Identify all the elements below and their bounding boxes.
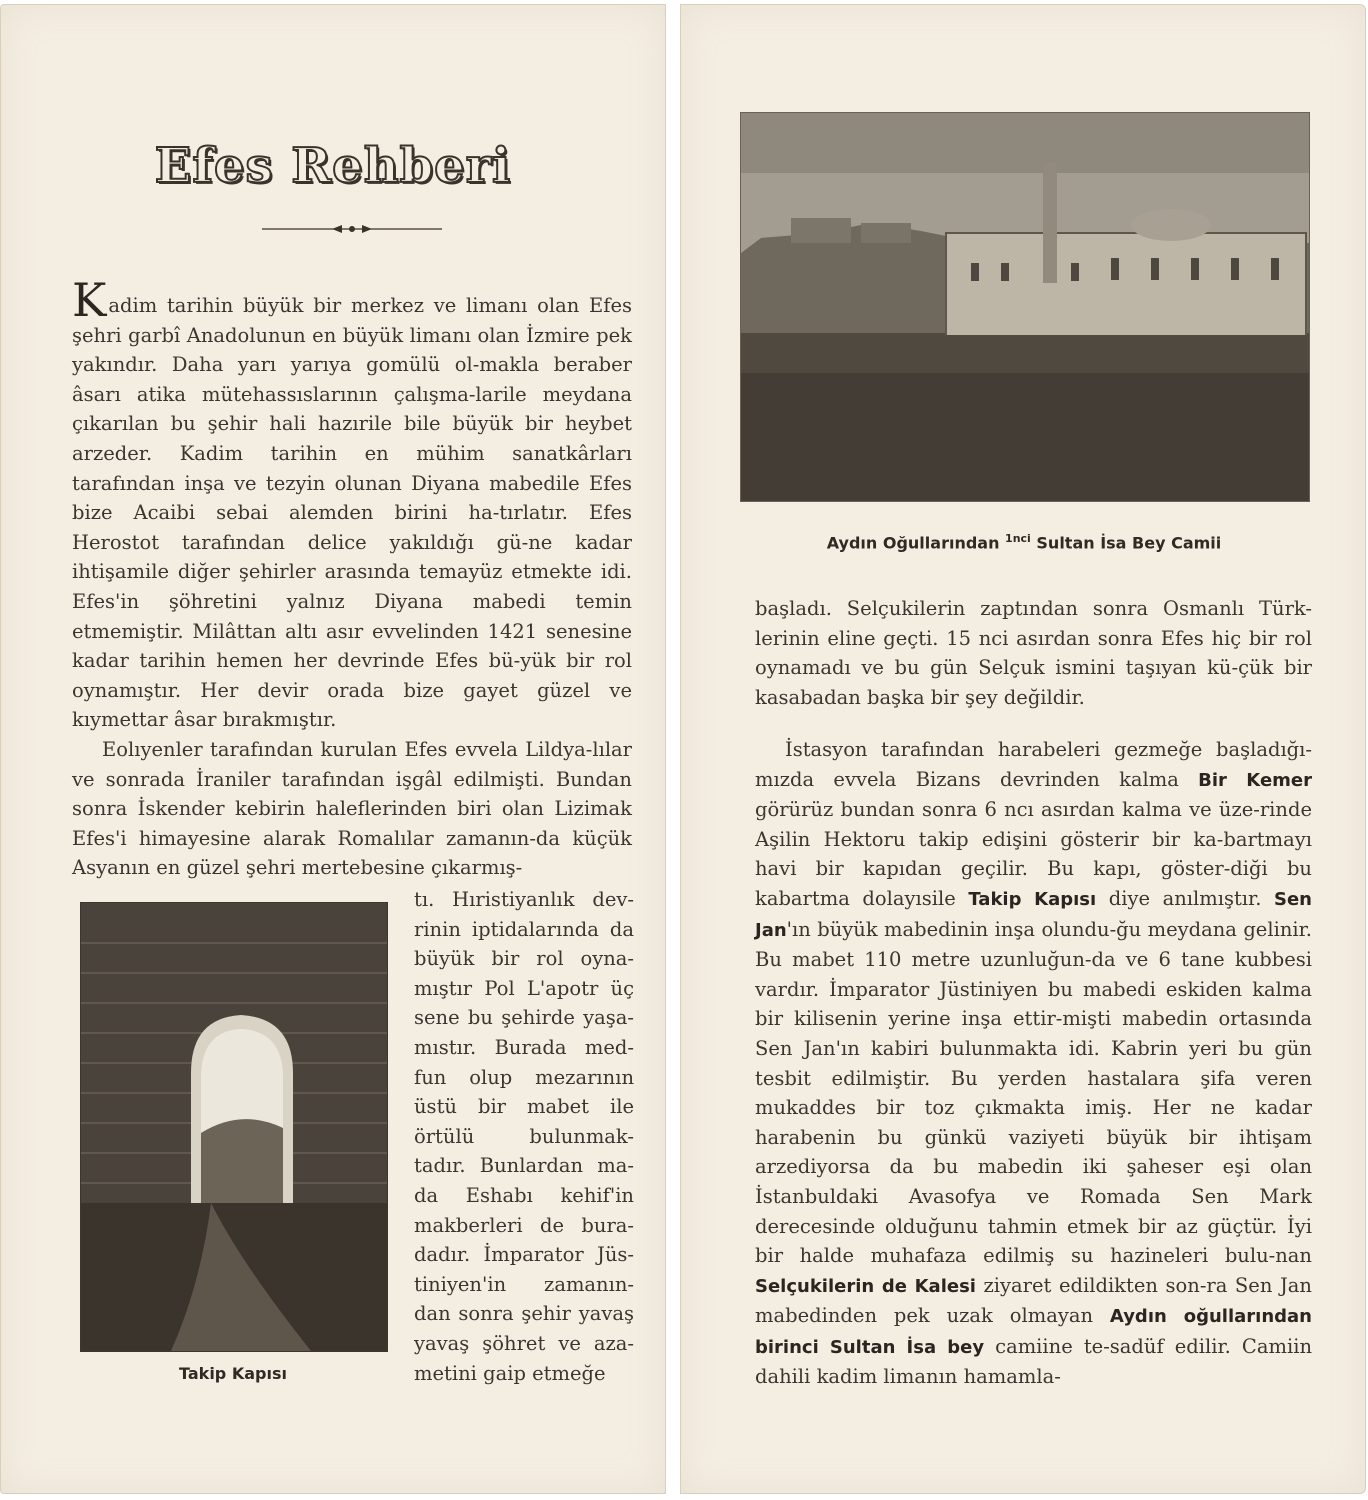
bold-selcukilerin-kalesi: Selçukilerin de Kalesi <box>755 1275 976 1297</box>
caption-ordinal: 1nci <box>1005 532 1031 545</box>
history-paragraph: Eolıyenler tarafından kurulan Efes evvela Lildya-lılar ve sonrada İraniler tarafından işgâl edilmişti. Bundan sonra İskender kebirin haleflerinden biri olan Lizimak Efes'i himayesine alarak Romalılar zamanın-da küçük Asyanın en güzel şehri mertebesine çıkarmış- <box>72 737 632 880</box>
history-continuation: tı. Hıristiyanlık dev-rinin iptidalarında da büyük bir rol oyna-mıştır Pol L'apotr üç sene bu şehirde yaşa-mıstır. Burada med-fun olup mezarının üstü bir mabet ile örtülü bulunmak-tadır. Bunlardan ma-da Eshabı kehif'in makberleri de bura-dadır. İmparator Jüs-tiniyen'in zamanın-dan sonra şehir yavaş yavaş şöhret ve aza-metini gaip etmeğe <box>414 888 634 1385</box>
title-ornament <box>262 222 442 236</box>
intro-paragraph: adim tarihin büyük bir merkez ve limanı olan Efes şehri garbî Anadolunun en büyük limanı olan İzmire pek yakındır. Daha yarı yarıya gomülü ol-makla beraber âsarı atika mütehassıslarının çalışma-larile meydana çıkarılan bu şehir hali hazırile bile büyük bir heybet arzeder. Kadim tarihin en mühim sanatkârları tarafından inşa ve tezyin olunan Diyana mabedile Efes bize Acaibi sebai alemden birini ha-tırlatır. Efes Herostot tarafından delice yakıldığı gü-ne kadar ihtişamile diğer şehirler arasında temayüz etmekte idi. Efes'in şöhretini yalnız Diyana mabedi temin etmemiştir. Milâttan altı asır evvelinden 1421 senesine kadar tarihin hemen her devrinde Efes bü-yük bir rol oynamıştır. Her devir orada bize gayet güzel ve kıymettar âsar bırakmıştır. <box>72 294 632 732</box>
tour-text-3: diye anılmıştır. <box>1096 886 1274 910</box>
page-fold <box>666 0 680 1500</box>
drop-cap: K <box>72 273 107 327</box>
mosque-photo-caption <box>740 532 1308 552</box>
tour-text-6: camiine te-sadüf edilir. Camiin dahili kadim limanın hamamla- <box>755 1334 1312 1389</box>
tour-text-4: 'ın büyük mabedinin inşa olundu-ğu meydana gelinir. Bu mabet 110 metre uzunluğun-da ve 6 tane kubbesi vardır. İmparator Jüstiniyen bu mabedi eskiden kalma bir kilisenin yerine inşa ettir-mişti mabedin ortasında Sen Jan'ın kabiri bulunmakta idi. Kabrin yeri bu gün tesbit edilmiştir. Bu yerden hastalara şifa veren mukaddes bir toz çıkmakta imiş. Her ne kadar harabenin bu günkü vaziyeti büyük bir ihtişam arzediyorsa da bu mabedin iki şaheser eşi olan İstanbuldaki Avasofya ve Romada Sen Mark derecesinde olduğunu tahmin etmek bir az güçtür. İyi bir halde muhafaza edilmiş su hazineleri bulu-nan <box>755 917 1312 1268</box>
caption-part-a: Aydın Oğullarından <box>826 533 1006 553</box>
isa-bey-mosque-photo <box>740 112 1310 502</box>
tour-text-2: görürüz bundan sonra 6 ncı asırdan kalma ve üze-rinde Aşilin Hektoru takip edişini gösterir bir ka-bartmayı havi bir kapıdan geçilir. Bu kapı, göster-diği bu kabartma dolayısile <box>755 798 1312 910</box>
ottoman-paragraph: başladı. Selçukilerin zaptından sonra Osmanlı Türk-lerinin eline geçti. 15 nci asırdan sonra Efes hiç bir rol oynamadı ve bu gün Selçuk ismini taşıyan kü-çük bir kasabadan başka bir şey değildir. <box>755 597 1312 709</box>
bold-sen-jan: Sen Jan <box>755 888 1312 941</box>
intro-text <box>72 273 632 883</box>
tour-paragraph <box>755 735 1312 1392</box>
bold-bir-kemer: Bir Kemer <box>1198 769 1312 791</box>
bold-isa-bey: Aydın oğullarından birinci Sultan İsa bey <box>755 1306 1312 1358</box>
caption-part-b: Sultan İsa Bey Camii <box>1030 533 1222 553</box>
tour-text-1: İstasyon tarafından harabeleri gezmeğe başladığı-mızda evvela Bizans devrinden kalma <box>755 738 1312 791</box>
bold-takip-kapisi: Takip Kapısı <box>968 888 1097 910</box>
tour-text-5: ziyaret edildikten son-ra Sen Jan mabedinden pek uzak olmayan <box>755 1273 1312 1328</box>
page-title: Efes Rehberi <box>154 138 512 194</box>
gate-photo-caption: Takip Kapısı <box>179 1364 287 1383</box>
takip-kapisi-photo <box>80 902 388 1352</box>
